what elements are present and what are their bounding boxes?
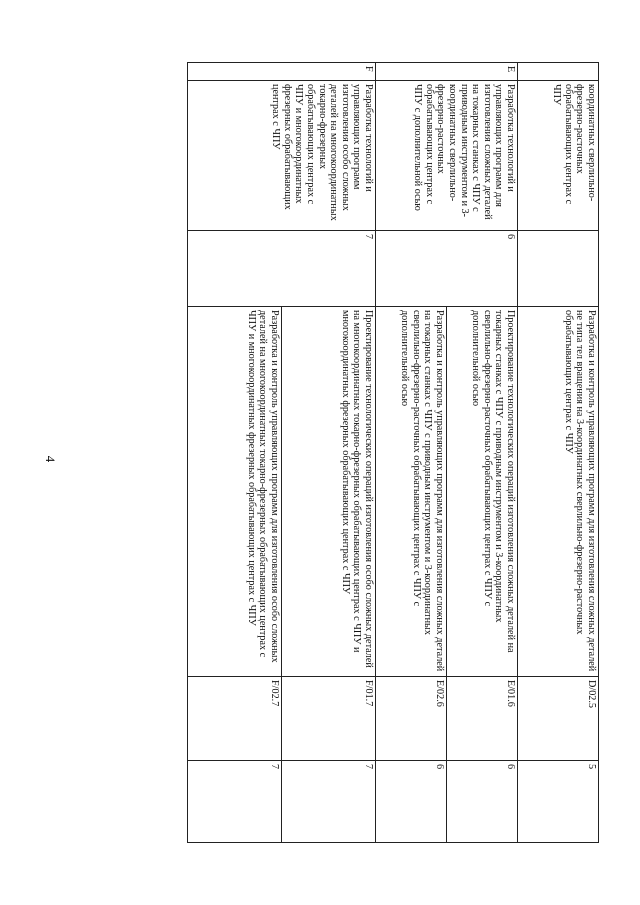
labor-function-code: F/02.7: [188, 677, 282, 761]
general-function-code: E: [376, 63, 518, 81]
labor-function-name: Разработка и контроль управляющих программ для изготовления сложных деталей не типа тел вращения на 3-координатных сверлильно-фрезерно-расточных обрабатывающих центрах с ЧПУ: [518, 307, 599, 677]
labor-function-code: E/01.6: [447, 677, 518, 761]
qualification-level: 7: [188, 231, 376, 307]
labor-function-code: E/02.6: [376, 677, 447, 761]
sublevel: 7: [282, 761, 376, 843]
labor-function-name: Проектирование технологических операций изготовления сложных деталей на токарных станках с ЧПУ с приводным инструментом и 3-координатных сверлильно-фрезерно-расточных обрабатывающих центрах с ЧПУ с дополнительной осью: [447, 307, 518, 677]
table-row: [518, 63, 599, 843]
table-row: [282, 63, 376, 843]
sublevel: 7: [188, 761, 282, 843]
sublevel: 6: [376, 761, 447, 843]
labor-function-name: Разработка и контроль управляющих программ для изготовления особо сложных деталей на многокоординатных токарно-фрезерных обрабатывающих центрах с ЧПУ и многокоординатных фрезерных обрабатывающих центрах с ЧПУ: [188, 307, 282, 677]
page-number: 4: [43, 455, 58, 463]
general-function-name: Разработка технологий и управляющих программ изготовления особо сложных деталей на многокоординатных токарно-фрезерных обрабатывающих центрах с ЧПУ и многокоординатных фрезерных обрабатывающих центрах с ЧПУ: [188, 81, 376, 231]
labor-function-code: F/01.7: [282, 677, 376, 761]
labor-functions-table: [187, 62, 599, 843]
rotated-document-sheet: [62, 62, 599, 842]
general-function-code: [518, 63, 599, 81]
labor-function-name: Разработка и контроль управляющих программ для изготовления сложных деталей на токарных станках с ЧПУ с приводным инструментом и 3-координатных сверлильно-фрезерно-расточных обрабатывающих центрах с ЧПУ с дополнительной осью: [376, 307, 447, 677]
general-function-name: Разработка технологий и управляющих программ для изготовления сложных деталей на токарных станках с ЧПУ с приводным инструментом и 3-координатных сверлильно-фрезерно-расточных обрабатывающих центрах с ЧПУ с дополнительной осью: [376, 81, 518, 231]
qualification-level: 6: [376, 231, 518, 307]
qualification-level: [518, 231, 599, 307]
labor-function-name: Проектирование технологических операций изготовления особо сложных деталей на многокоординатных токарно-фрезерных обрабатывающих центрах с ЧПУ и многокоординатных фрезерных обрабатывающих центрах с ЧПУ: [282, 307, 376, 677]
table-row: [447, 63, 518, 843]
general-function-code: F: [188, 63, 376, 81]
sublevel: 5: [518, 761, 599, 843]
sublevel: 6: [447, 761, 518, 843]
labor-function-code: D/02.5: [518, 677, 599, 761]
general-function-name: координатных сверлильно-фрезерно-расточных обрабатывающих центрах с ЧПУ: [518, 81, 599, 231]
